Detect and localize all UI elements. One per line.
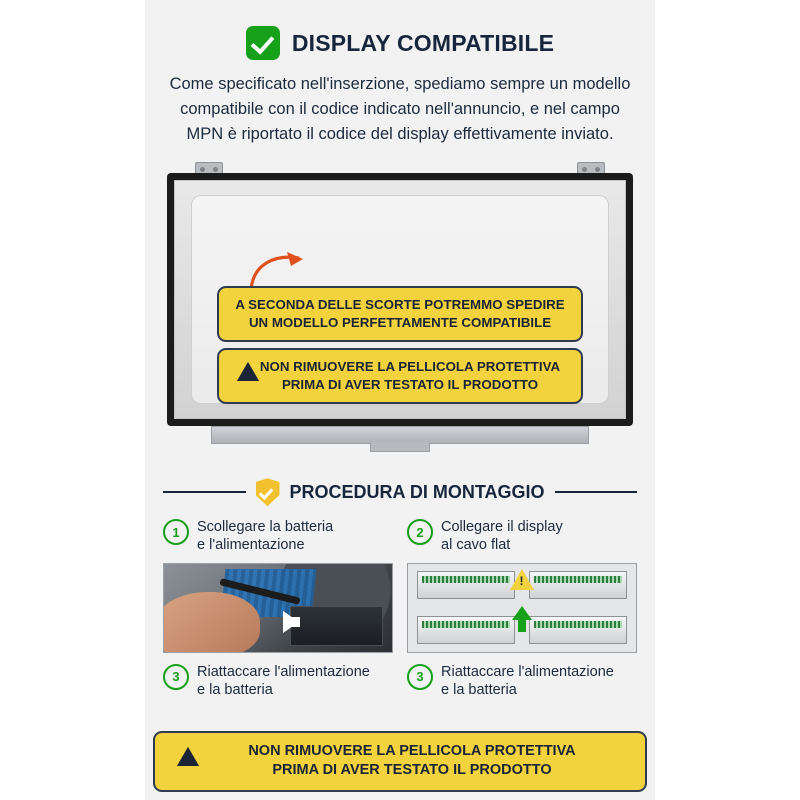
pointer-arrow-icon bbox=[283, 611, 299, 633]
page-title: DISPLAY COMPATIBILE bbox=[291, 29, 555, 56]
step-3-right bbox=[407, 663, 637, 699]
callout-compatible-line2: UN MODELLO PERFETTAMENTE COMPATIBILE bbox=[248, 315, 552, 331]
warning-triangle-icon bbox=[237, 362, 259, 381]
step-1-photo bbox=[163, 563, 393, 653]
step-3-left-line1: Riattaccare l'alimentazione bbox=[197, 663, 370, 680]
footer-line1: NON RIMUOVERE LA PELLICOLA PROTETTIVA bbox=[248, 742, 576, 759]
step-3-right-line1: Riattaccare l'alimentazione bbox=[441, 663, 614, 680]
content-column bbox=[145, 0, 655, 800]
step-2-line2: al cavo flat bbox=[441, 537, 511, 554]
left-margin bbox=[0, 0, 145, 800]
step-1-line1: Scollegare la batteria bbox=[197, 519, 334, 536]
step-3-right-number: 3 bbox=[407, 664, 433, 690]
step-1-number: 1 bbox=[163, 519, 189, 545]
connector-bottom-right bbox=[529, 616, 627, 644]
step-1 bbox=[163, 518, 393, 652]
warning-triangle-icon bbox=[177, 747, 199, 766]
step-2 bbox=[407, 518, 637, 652]
callout-film-warning-line2: PRIMA DI AVER TESTATO IL PRODOTTO bbox=[281, 377, 539, 393]
shield-check-icon bbox=[256, 478, 280, 506]
steps-top-row bbox=[163, 518, 637, 652]
step-3-left bbox=[163, 663, 393, 699]
hand bbox=[163, 592, 260, 653]
connector-bottom-left bbox=[417, 616, 515, 644]
up-arrow-icon bbox=[512, 606, 532, 620]
step-2-number: 2 bbox=[407, 519, 433, 545]
divider-right bbox=[555, 491, 638, 493]
callout-film-warning-line1: NON RIMUOVERE LA PELLICOLA PROTETTIVA bbox=[259, 359, 561, 375]
display-illustration bbox=[159, 162, 641, 462]
right-margin bbox=[655, 0, 800, 800]
procedure-title: PROCEDURA DI MONTAGGIO bbox=[289, 481, 545, 502]
procedure-header bbox=[163, 478, 637, 506]
step-1-line2: e l'alimentazione bbox=[197, 537, 305, 554]
step-3-right-line2: e la batteria bbox=[441, 681, 517, 698]
steps-bottom-row bbox=[163, 663, 637, 699]
step-2-line1: Collegare il display bbox=[441, 519, 563, 536]
connector-top-right bbox=[529, 571, 627, 599]
footer-warning-banner bbox=[153, 731, 647, 792]
step-3-left-number: 3 bbox=[163, 664, 189, 690]
intro-paragraph: Come specificato nell'inserzione, spediamo sempre un modello compatibile con il codice indicato nell'annuncio, e nel campo MPN è riportato il codice del display effettivamente inviato. bbox=[169, 75, 631, 143]
step-2-photo bbox=[407, 563, 637, 653]
callout-film-warning bbox=[217, 348, 583, 404]
footer-line2: PRIMA DI AVER TESTATO IL PRODOTTO bbox=[272, 762, 552, 779]
connector-top-left bbox=[417, 571, 515, 599]
step-3-left-line2: e la batteria bbox=[197, 681, 273, 698]
callout-compatible bbox=[217, 286, 583, 342]
warning-triangle-icon bbox=[510, 569, 534, 590]
header bbox=[145, 0, 655, 60]
battery-block bbox=[290, 606, 383, 647]
divider-left bbox=[163, 491, 246, 493]
callout-compatible-line1: A SECONDA DELLE SCORTE POTREMMO SPEDIRE bbox=[235, 297, 565, 313]
panel-connector-tab bbox=[370, 442, 430, 452]
check-badge-icon bbox=[246, 26, 280, 60]
